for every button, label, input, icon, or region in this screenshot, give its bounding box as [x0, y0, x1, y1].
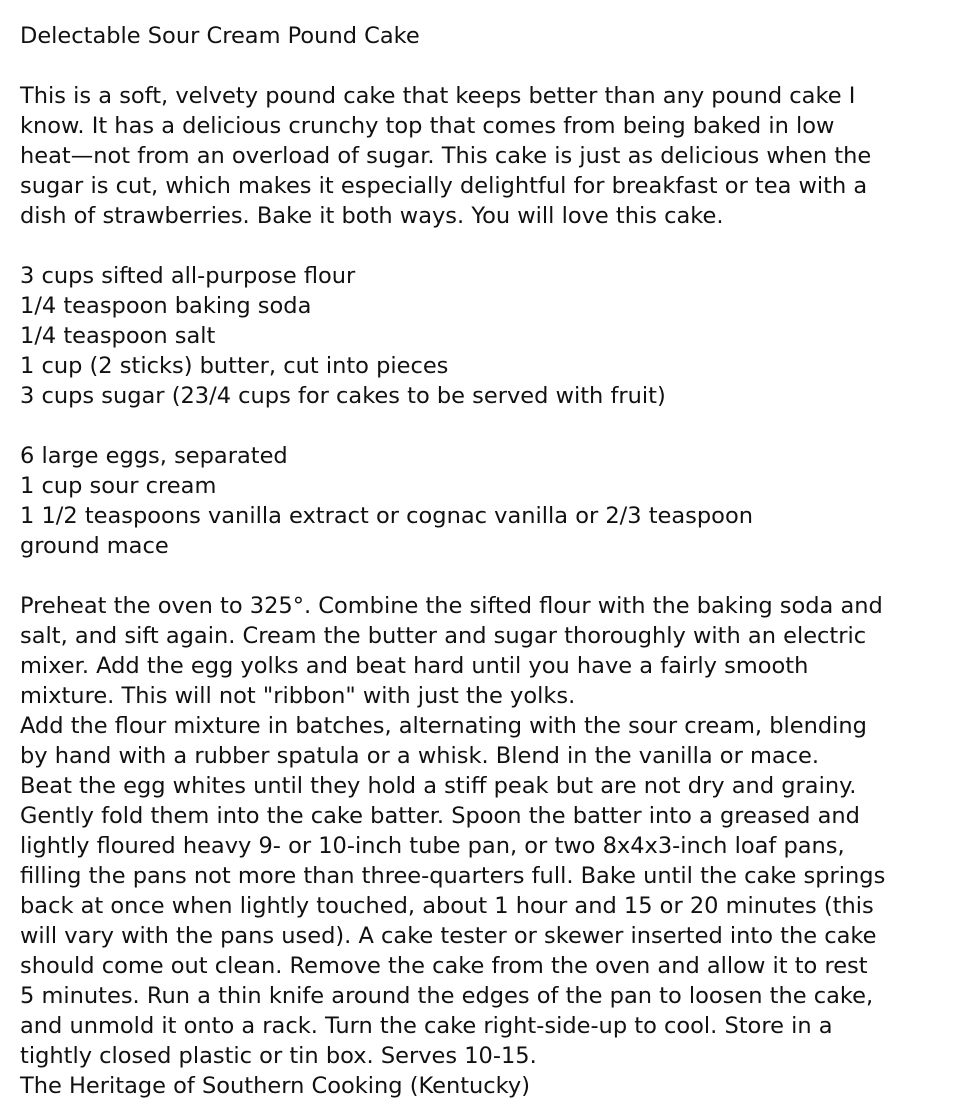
ingredient-line: ground mace [20, 533, 169, 559]
instruction-line: Add the flour mixture in batches, alternating with the sour cream, blending [20, 713, 867, 739]
blank-line [20, 231, 960, 261]
instruction-line: mixer. Add the egg yolks and beat hard until you have a fairly smooth [20, 653, 809, 679]
intro-line: heat—not from an overload of sugar. This cake is just as delicious when the [20, 143, 872, 169]
ingredient-line: 1/4 teaspoon baking soda [20, 293, 312, 319]
source-citation: The Heritage of Southern Cooking (Kentucky) [20, 1073, 530, 1099]
instruction-line: filling the pans not more than three-quarters full. Bake until the cake springs [20, 863, 886, 889]
ingredient-line: 1 1/2 teaspoons vanilla extract or cognac vanilla or 2/3 teaspoon [20, 503, 753, 529]
ingredient-line: 6 large eggs, separated [20, 443, 288, 469]
instruction-line: tightly closed plastic or tin box. Serves 10-15. [20, 1043, 537, 1069]
instruction-line: salt, and sift again. Cream the butter and sugar thoroughly with an electric [20, 623, 867, 649]
ingredient-line: 1 cup sour cream [20, 473, 217, 499]
intro-paragraph [20, 81, 960, 231]
intro-line: dish of strawberries. Bake it both ways. You will love this cake. [20, 203, 724, 229]
instruction-line: mixture. This will not "ribbon" with just the yolks. [20, 683, 576, 709]
intro-line: This is a soft, velvety pound cake that keeps better than any pound cake I [20, 83, 856, 109]
blank-line [20, 51, 960, 81]
instruction-line: should come out clean. Remove the cake from the oven and allow it to rest [20, 953, 868, 979]
instruction-line: 5 minutes. Run a thin knife around the edges of the pan to loosen the cake, [20, 983, 874, 1009]
instruction-line: Preheat the oven to 325°. Combine the sifted flour with the baking soda and [20, 593, 883, 619]
instruction-line: by hand with a rubber spatula or a whisk. Blend in the vanilla or mace. [20, 743, 820, 769]
instruction-line: will vary with the pans used). A cake tester or skewer inserted into the cake [20, 923, 877, 949]
instructions-paragraph [20, 591, 960, 1071]
blank-line [20, 561, 960, 591]
instruction-line: back at once when lightly touched, about 1 hour and 15 or 20 minutes (this [20, 893, 874, 919]
instruction-line: and unmold it onto a rack. Turn the cake right-side-up to cool. Store in a [20, 1013, 833, 1039]
ingredient-line: 1/4 teaspoon salt [20, 323, 216, 349]
intro-line: sugar is cut, which makes it especially delightful for breakfast or tea with a [20, 173, 868, 199]
instruction-line: Beat the egg whites until they hold a stiff peak but are not dry and grainy. [20, 773, 857, 799]
ingredients-group-1 [20, 261, 960, 411]
instruction-line: Gently fold them into the cake batter. Spoon the batter into a greased and [20, 803, 860, 829]
instruction-line: lightly floured heavy 9- or 10-inch tube pan, or two 8x4x3-inch loaf pans, [20, 833, 845, 859]
recipe-title: Delectable Sour Cream Pound Cake [20, 23, 420, 49]
blank-line [20, 411, 960, 441]
ingredient-line: 1 cup (2 sticks) butter, cut into pieces [20, 353, 449, 379]
intro-line: know. It has a delicious crunchy top that comes from being baked in low [20, 113, 835, 139]
ingredients-group-2 [20, 441, 960, 561]
ingredient-line: 3 cups sifted all-purpose flour [20, 263, 356, 289]
ingredient-line: 3 cups sugar (23/4 cups for cakes to be served with fruit) [20, 383, 666, 409]
